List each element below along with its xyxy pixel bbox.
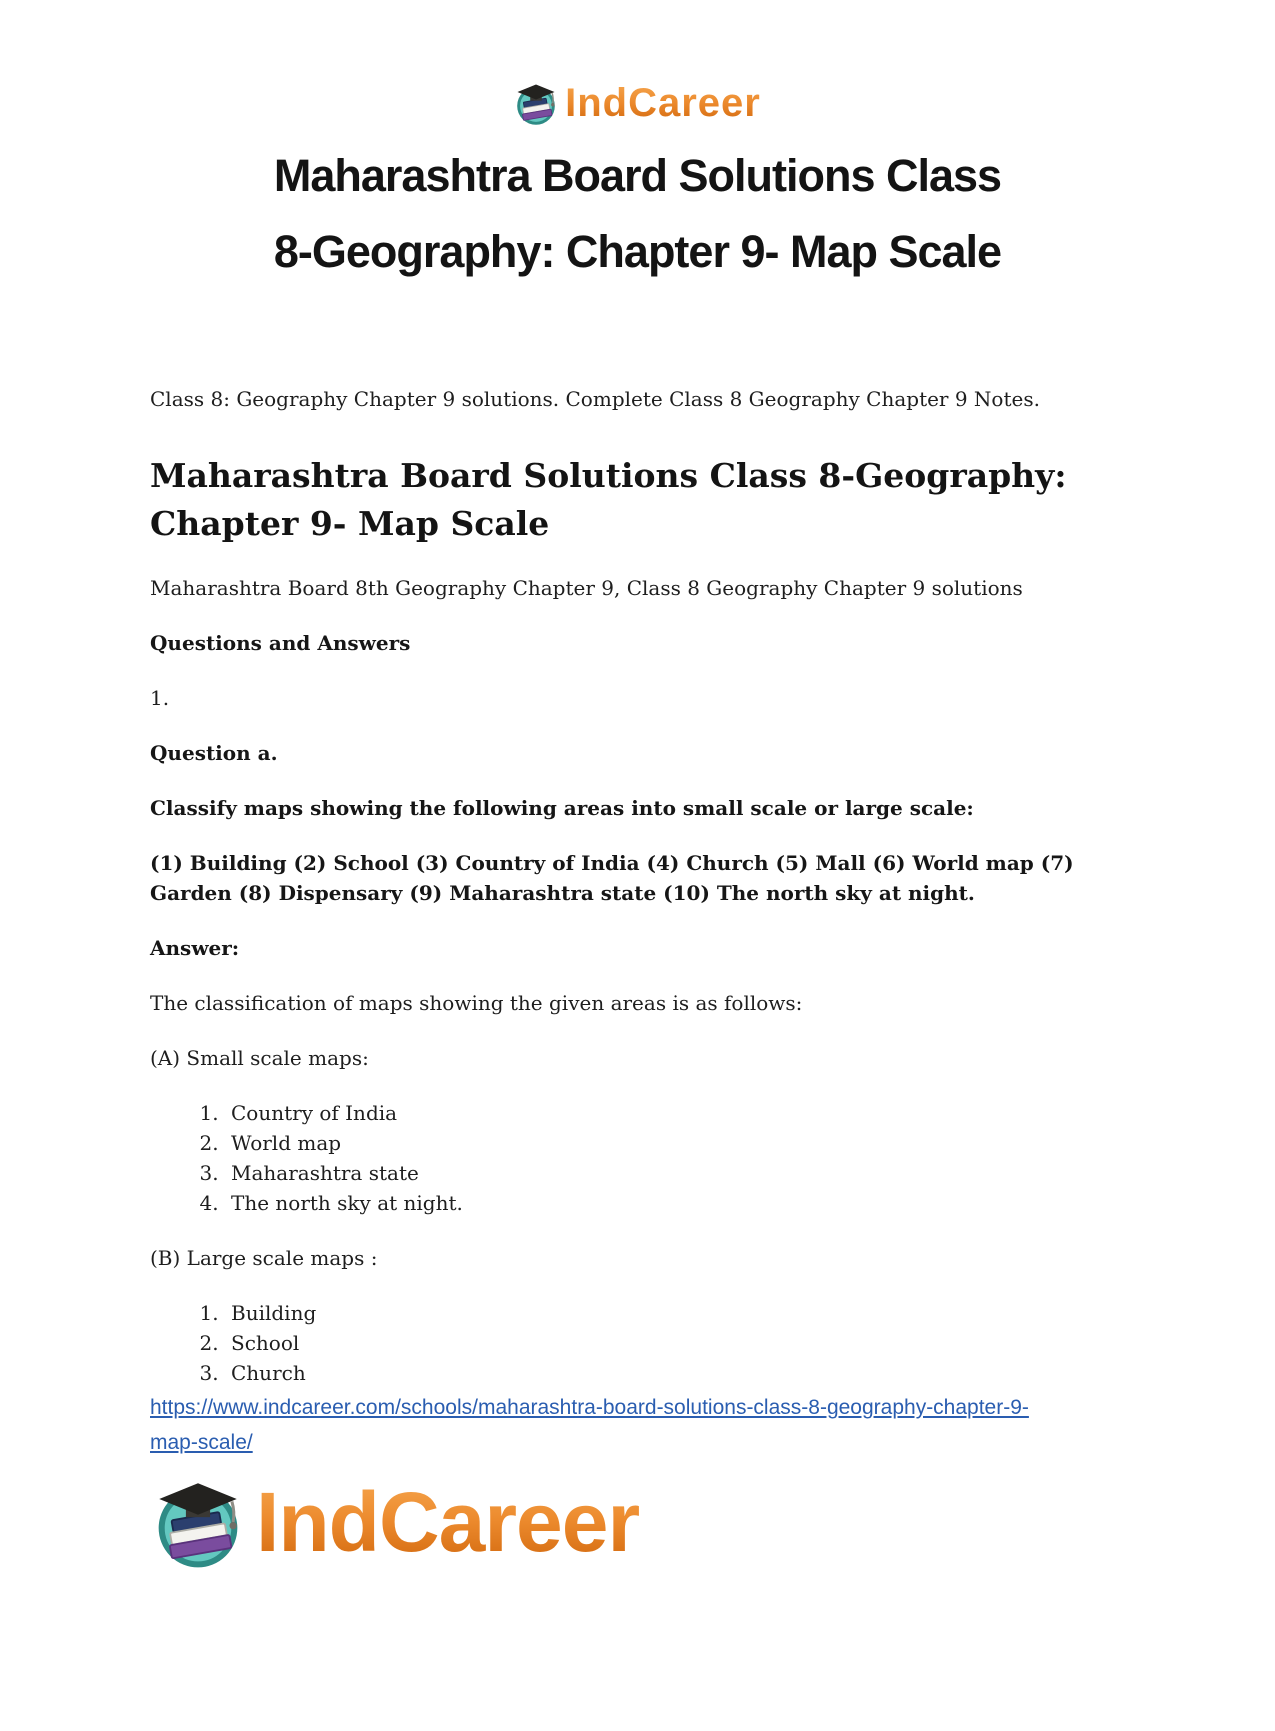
- source-url-line[interactable]: map-scale/: [150, 1431, 253, 1454]
- question-areas-line: Garden (8) Dispensary (9) Maharashtra state (10) The north sky at night.: [150, 881, 975, 905]
- small-scale-heading: (A) Small scale maps:: [150, 1046, 369, 1070]
- question-label: Question a.: [150, 741, 278, 765]
- indcareer-logo-header: [0, 80, 1275, 126]
- indcareer-logo-text: IndCareer: [256, 1474, 640, 1569]
- list-item: 1. Building: [225, 1298, 1135, 1328]
- page-title-line: Maharashtra Board Solutions Class: [273, 150, 1002, 201]
- article-heading-line: Maharashtra Board Solutions Class 8-Geography:: [150, 456, 1067, 495]
- small-scale-list: [150, 1098, 1135, 1218]
- indcareer-logo-footer: [152, 1474, 1275, 1570]
- answer-intro: The classification of maps showing the given areas is as follows:: [150, 991, 803, 1015]
- list-item: 1. Country of India: [225, 1098, 1135, 1128]
- question-areas: [150, 848, 1135, 908]
- article-heading-line: Chapter 9- Map Scale: [150, 504, 550, 543]
- intro-text: Class 8: Geography Chapter 9 solutions. Complete Class 8 Geography Chapter 9 Notes.: [150, 387, 1040, 411]
- source-url-line[interactable]: https://www.indcareer.com/schools/maharashtra-board-solutions-class-8-geography-chapter-9-: [150, 1396, 1029, 1419]
- question-number: 1.: [150, 686, 170, 710]
- list-item: 2. World map: [225, 1128, 1135, 1158]
- page-title-line: 8-Geography: Chapter 9- Map Scale: [273, 226, 1002, 277]
- graduation-cap-books-icon: [152, 1476, 244, 1568]
- list-item: 3. Church: [225, 1358, 1135, 1388]
- list-item: 2. School: [225, 1328, 1135, 1358]
- large-scale-list: [150, 1298, 1135, 1388]
- indcareer-logo-text: IndCareer: [565, 80, 761, 125]
- document-page: [0, 80, 1275, 1731]
- source-url-link[interactable]: [150, 1390, 1135, 1460]
- graduation-cap-books-icon: [514, 81, 558, 125]
- page-title: [0, 138, 1275, 290]
- answer-label: Answer:: [150, 936, 240, 960]
- article-body: [0, 384, 1275, 1460]
- list-item: 3. Maharashtra state: [225, 1158, 1135, 1188]
- question-text: Classify maps showing the following areas into small scale or large scale:: [150, 796, 974, 820]
- large-scale-heading: (B) Large scale maps :: [150, 1246, 378, 1270]
- question-areas-line: (1) Building (2) School (3) Country of India (4) Church (5) Mall (6) World map (7): [150, 851, 1074, 875]
- qa-heading: Questions and Answers: [150, 631, 411, 655]
- list-item: 4. The north sky at night.: [225, 1188, 1135, 1218]
- article-subtitle: Maharashtra Board 8th Geography Chapter 9, Class 8 Geography Chapter 9 solutions: [150, 576, 1023, 600]
- article-heading: [150, 452, 1135, 548]
